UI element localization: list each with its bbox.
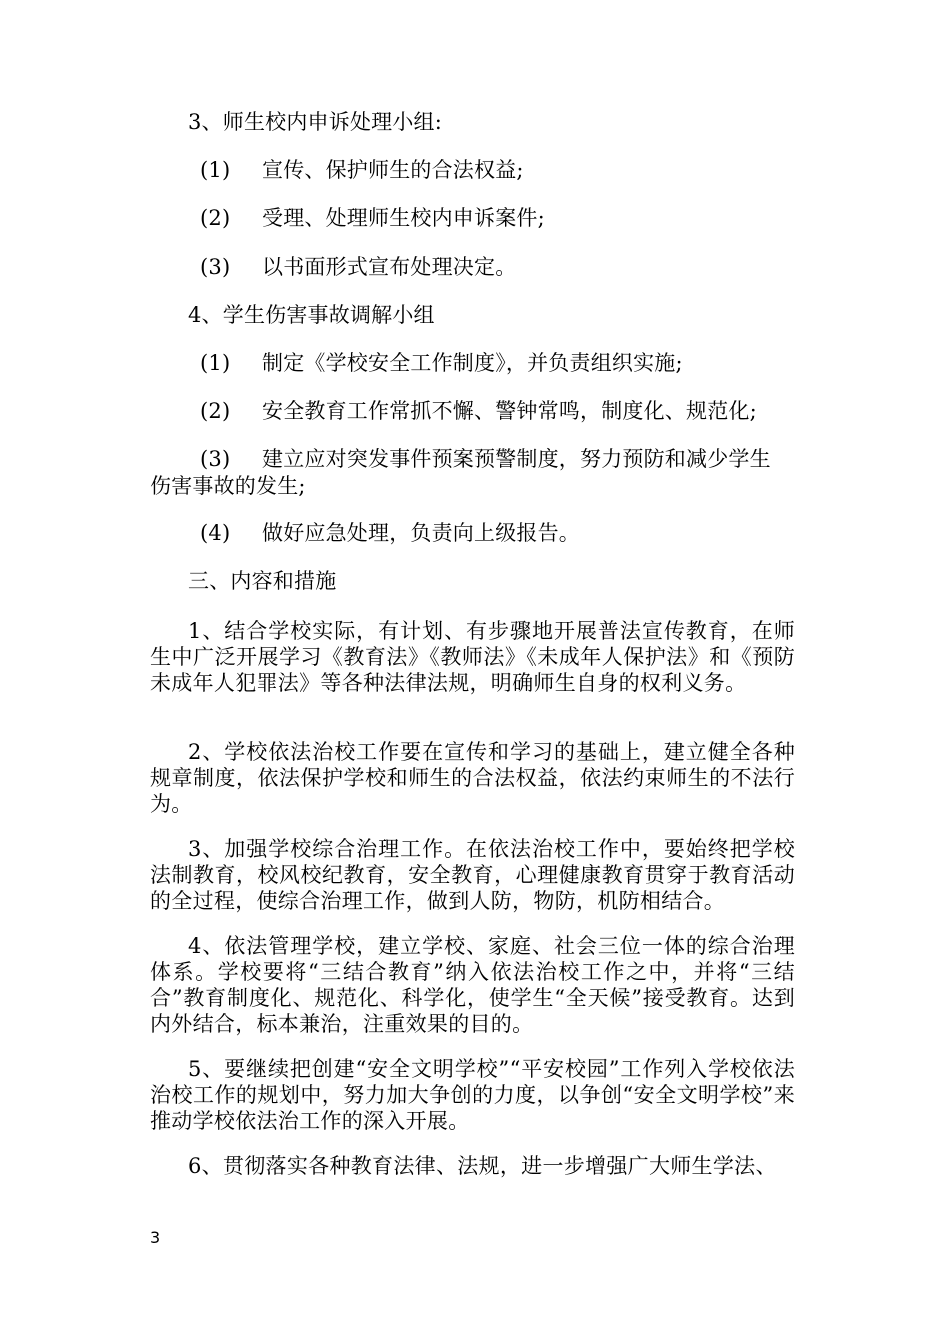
page-number: 3	[150, 1228, 161, 1247]
paragraph: 1、结合学校实际，有计划、有步骤地开展普法宣传教育，在师生中广泛开展学习《教育法》《教师法》《未成年人保护法》和《预防未成年人犯罪法》等各种法律法规，明确师生自身的权利义务。	[150, 619, 795, 695]
list-item	[200, 398, 757, 424]
list-item-continuation: 伤害事故的发生;	[150, 474, 306, 498]
list-item	[200, 350, 683, 376]
list-item	[200, 446, 771, 472]
item-text: 做好应急处理，负责向上级报告。	[262, 521, 580, 545]
item-number: (4)	[200, 521, 231, 545]
part-heading: 三、内容和措施	[188, 569, 337, 593]
item-number: (2)	[200, 399, 231, 423]
paragraph: 5、要继续把创建“安全文明学校”“平安校园”工作列入学校依法治校工作的规划中，努力加大争创的力度，以争创“安全文明学校”来推动学校依法治工作的深入开展。	[150, 1057, 795, 1133]
paragraph: 2、学校依法治校工作要在宣传和学习的基础上，建立健全各种规章制度，依法保护学校和师生的合法权益，依法约束师生的不法行为。	[150, 740, 795, 816]
item-text: 建立应对突发事件预案预警制度，努力预防和减少学生	[262, 447, 771, 471]
paragraph: 6、贯彻落实各种教育法律、法规，进一步增强广大师生学法、	[188, 1154, 777, 1178]
list-item	[200, 254, 516, 280]
item-number: (1)	[200, 351, 231, 375]
paragraph: 3、加强学校综合治理工作。在依法治校工作中，要始终把学校法制教育，校风校纪教育，安全教育，心理健康教育贯穿于教育活动的全过程，使综合治理工作，做到人防，物防，机防相结合。	[150, 837, 795, 913]
item-number: (3)	[200, 255, 231, 279]
item-text: 制定《学校安全工作制度》，并负责组织实施;	[262, 351, 683, 375]
item-number: (3)	[200, 447, 231, 471]
item-text: 以书面形式宣布处理决定。	[262, 255, 517, 279]
section-heading: 4、学生伤害事故调解小组	[188, 303, 435, 327]
item-text: 安全教育工作常抓不懈、警钟常鸣，制度化、规范化;	[262, 399, 757, 423]
list-item	[200, 520, 580, 546]
paragraph: 4、依法管理学校，建立学校、家庭、社会三位一体的综合治理体系。学校要将“三结合教育”纳入依法治校工作之中，并将“三结合”教育制度化、规范化、科学化，使学生“全天候”接受教育。达到内外结合，标本兼治，注重效果的目的。	[150, 934, 795, 1036]
section-heading: 3、师生校内申诉处理小组:	[188, 110, 443, 134]
item-number: (2)	[200, 206, 231, 230]
list-item	[200, 157, 524, 183]
item-number: (1)	[200, 158, 231, 182]
item-text: 受理、处理师生校内申诉案件;	[262, 206, 545, 230]
list-item	[200, 205, 545, 231]
item-text: 宣传、保护师生的合法权益;	[262, 158, 524, 182]
